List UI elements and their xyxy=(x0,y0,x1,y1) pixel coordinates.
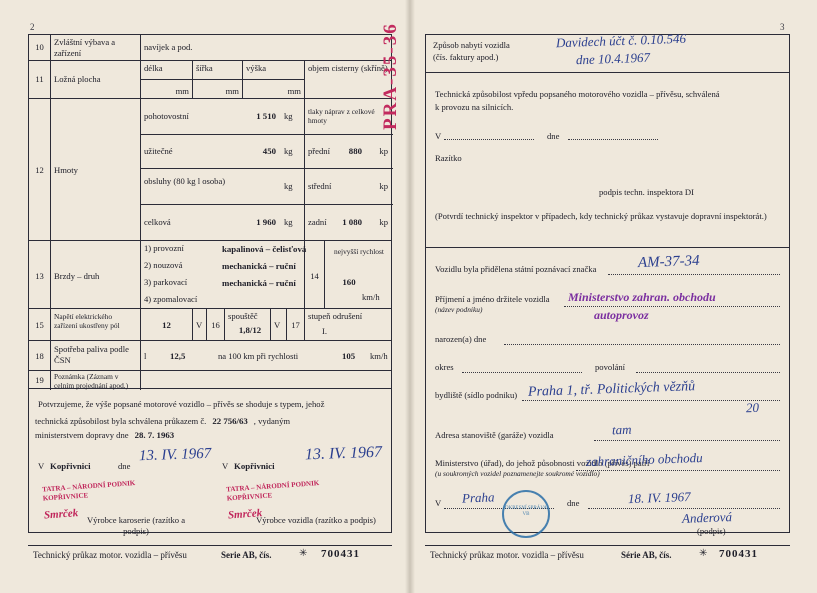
col-header: výška xyxy=(243,61,305,80)
axle-unit: kp xyxy=(379,181,388,191)
right-form-box xyxy=(425,30,790,536)
starter-label: spouštěč xyxy=(225,309,271,341)
axle-label: střední xyxy=(305,169,393,205)
hmoty-item-label: užitečné xyxy=(141,135,305,169)
approval-place-line xyxy=(444,139,534,140)
reg-date-label: dne xyxy=(567,498,580,508)
acquisition-label-2: (čís. faktury apod.) xyxy=(433,52,499,62)
acquisition-hand-2: dne 10.4.1967 xyxy=(575,49,651,68)
registration-block xyxy=(426,248,789,534)
born-label: narozen(a) dne xyxy=(435,334,487,344)
axle-header: tlaky náprav z celkové hmoty xyxy=(305,99,393,135)
holder-value-2: autoprovoz xyxy=(594,308,649,322)
page-number-right: 3 xyxy=(780,22,785,32)
stamp-text-left: TATRA – NÁRODNÍ PODNIK KOPŘIVNICE xyxy=(41,479,136,503)
ministry-label: Ministerstvo (úřad), do jehož působnosti vozidlo (přívěs) patří xyxy=(435,458,650,468)
occupation-label: povolání xyxy=(595,362,626,372)
axle-value: 1 080 xyxy=(342,217,362,227)
plate-value: AM-37-34 xyxy=(637,252,700,272)
voltage-unit: V xyxy=(193,309,207,341)
row-label: Brzdy – druh xyxy=(51,241,141,309)
holder-line xyxy=(564,306,780,307)
footer-serie-number-right: 700431 xyxy=(719,548,758,560)
holder-sublabel: (název podniku) xyxy=(435,305,483,314)
hmoty-item-value: 450 xyxy=(262,146,276,156)
col-header: objem cisterny (skříně) xyxy=(308,63,388,73)
brake-value: mechanická – ruční xyxy=(222,261,296,271)
axle-value: 880 xyxy=(348,146,362,156)
asterisk-icon-left: ✳ xyxy=(299,548,308,559)
address-label: bydliště (sídlo podniku) xyxy=(435,390,518,400)
born-line xyxy=(504,344,780,345)
row-number: 10 xyxy=(29,35,51,61)
holder-value-1: Ministerstvo zahran. obchodu xyxy=(568,290,716,304)
suppression-label: stupeň odrušení xyxy=(308,311,363,321)
hmoty-item-unit: kg xyxy=(284,217,293,227)
reg-date-line xyxy=(588,508,780,509)
garage-value: tam xyxy=(611,421,632,438)
speed-unit: km/h xyxy=(362,292,380,302)
starter-value: 1,8/12 xyxy=(238,325,262,335)
stamp-text-right: TATRA – NÁRODNÍ PODNIK KOPŘIVNICE xyxy=(225,479,320,503)
declaration-line-3a: ministerstvem dopravy dne xyxy=(35,430,129,440)
footer-title-right: Technický průkaz motor. vozidla – přívěsu xyxy=(430,550,584,560)
approval-line-1: Technická způsobilost vpředu popsaného motorového vozidla – přívěsu, schválená xyxy=(435,89,720,99)
row-number: 11 xyxy=(29,61,51,99)
approval-date-line xyxy=(568,139,658,140)
hmoty-item-unit: kg xyxy=(284,181,293,191)
axle-label: přední xyxy=(305,135,393,169)
plate-line xyxy=(608,274,780,275)
occupation-line xyxy=(636,372,780,373)
date-label-left: dne xyxy=(118,461,131,471)
footer-serie-number-left: 700431 xyxy=(321,548,360,560)
approval-number: 22 756/63 xyxy=(212,416,248,426)
brake-value: kapalinová – čelisťová xyxy=(222,244,307,254)
table-row-consumption xyxy=(29,341,391,371)
place-label-right: V xyxy=(222,461,229,471)
declaration-line-2a: technická způsobilost byla schválena průkazem č. xyxy=(35,416,207,426)
garage-label: Adresa stanoviště (garáže) vozidla xyxy=(435,430,554,440)
footer-serie-label-right: Série AB, čís. xyxy=(621,550,672,560)
speed-value: 160 xyxy=(342,277,356,287)
district-line xyxy=(462,372,582,373)
unit: mm xyxy=(141,80,193,99)
asterisk-icon-right: ✳ xyxy=(699,548,708,559)
row-label: Zvláštní výbava a zařízení xyxy=(51,35,141,61)
row-number: 19 xyxy=(29,371,51,390)
table-row-hmoty xyxy=(29,99,391,241)
row-label: Napětí elektrického zařízení ukostřeny pól xyxy=(51,309,141,341)
unit: mm xyxy=(193,80,243,99)
signature-label-left: Výrobce karoserie (razítko a podpis) xyxy=(86,515,186,536)
plate-stamp-text: PRA-35-36 xyxy=(380,22,401,130)
brake-no: 2) nouzová xyxy=(144,260,183,270)
date-value-left: 13. IV. 1967 xyxy=(138,445,212,465)
declaration-line-3 xyxy=(35,425,387,443)
reg-signature-label: (podpis) xyxy=(697,526,726,536)
consumption-value: 12,5 xyxy=(170,351,186,361)
brake-no: 4) zpomalovací xyxy=(144,294,198,304)
signature-label-right: Výrobce vozidla (razítko a podpis) xyxy=(256,515,376,525)
hmoty-item-unit: kg xyxy=(284,111,293,121)
row-number: 12 xyxy=(29,99,51,241)
reg-place-label: V xyxy=(435,498,442,508)
ministry-sublabel: (u soukromých vozidel poznamenejte soukromé vozidlo) xyxy=(435,469,600,478)
consumption-speed: 105 xyxy=(342,351,356,361)
table-row-note xyxy=(29,371,391,390)
reg-signature-value: Anderová xyxy=(681,509,733,526)
left-data-table xyxy=(28,34,392,389)
approval-note: (Potvrdí technický inspektor v případech, kdy technický průkaz vystavuje dopravní inspektorát.) xyxy=(435,211,767,221)
row-label: Ložná plocha xyxy=(51,61,141,99)
table-row xyxy=(29,61,391,99)
box-number-16: 16 xyxy=(207,309,225,341)
row-label: Hmoty xyxy=(51,99,141,241)
declaration-line-1: Potvrzujeme, že výše popsané motorové vozidlo – přívěs se shoduje s typem, jehož xyxy=(38,399,325,409)
axle-label: zadní xyxy=(308,217,327,227)
declaration-line-2c: , vydaným xyxy=(253,416,291,426)
starter-unit: V xyxy=(271,309,287,341)
place-value-right: Kopřivnici xyxy=(234,461,275,471)
hmoty-item-label: obsluhy (80 kg l osoba) xyxy=(141,169,305,205)
approval-date-label: dne xyxy=(547,131,560,141)
hmoty-item-label: pohotovostní xyxy=(141,99,305,135)
reg-place-value: Praha xyxy=(461,489,495,506)
approval-stamp-label: Razítko xyxy=(435,153,462,163)
hmoty-item-value: 1 960 xyxy=(256,217,276,227)
approval-place-label: V xyxy=(435,131,442,141)
stamp-signature-left: Smrček xyxy=(43,507,79,522)
hmoty-item-label: celková xyxy=(141,205,305,241)
col-header: délka xyxy=(141,61,193,80)
row-label: Spotřeba paliva podle ČSN xyxy=(51,341,141,371)
consumption-prefix: l xyxy=(144,351,147,361)
unit: mm xyxy=(243,80,305,99)
ministry-value: zahraničního obchodu xyxy=(585,449,703,470)
speed-label: nejvyšší rychlost xyxy=(334,247,384,256)
footer-serie-label-left: Serie AB, čís. xyxy=(221,550,272,560)
axle-unit: kp xyxy=(379,146,388,156)
footer-divider-left xyxy=(28,545,392,546)
footer-title-left: Technický průkaz motor. vozidla – přívěsu xyxy=(33,550,187,560)
footer-divider-right xyxy=(425,545,790,546)
place-value-left: Kopřivnici xyxy=(50,461,91,471)
brake-row xyxy=(141,292,305,309)
approval-block xyxy=(426,73,789,248)
table-row-electric xyxy=(29,309,391,341)
box-number-17: 17 xyxy=(287,309,305,341)
table-row-brzdy xyxy=(29,241,391,309)
row-number: 18 xyxy=(29,341,51,371)
suppression-value: I. xyxy=(322,326,328,336)
acquisition-hand-1: Davidech účt č. 0.10.546 xyxy=(555,30,687,51)
place-label-left: V xyxy=(38,461,45,471)
stamp-signature-right: Smrček xyxy=(227,507,263,522)
hmoty-item-value: 1 510 xyxy=(256,111,276,121)
axle-unit: kp xyxy=(379,217,388,227)
speed-box-number: 14 xyxy=(305,241,325,309)
col-header: šířka xyxy=(193,61,243,80)
brake-no: 3) parkovací xyxy=(144,277,188,287)
row-number: 15 xyxy=(29,309,51,341)
district-label: okres xyxy=(435,362,454,372)
address-value-1: Praha 1, tř. Politických vězňů xyxy=(527,379,696,400)
brake-no: 1) provozní xyxy=(144,243,184,253)
reg-date-value: 18. IV. 1967 xyxy=(627,488,691,507)
row-value: navíjek a pod. xyxy=(144,42,193,52)
approval-date: 28. 7. 1963 xyxy=(134,430,175,440)
address-value-2: 20 xyxy=(745,399,760,416)
table-row xyxy=(29,35,391,61)
consumption-unit: km/h xyxy=(370,351,388,361)
note-value xyxy=(141,371,393,390)
voltage-value: 12 xyxy=(141,309,193,341)
address-line xyxy=(522,400,780,401)
ministry-line xyxy=(576,470,780,471)
holder-label: Příjmení a jméno držitele vozidla xyxy=(435,294,550,304)
police-stamp-text: OKRESNÍ SPRÁVA VB xyxy=(504,506,547,517)
acquisition-row xyxy=(426,30,789,73)
consumption-mid: na 100 km při rychlosti xyxy=(218,351,299,361)
date-value-right: 13. IV. 1967 xyxy=(304,443,383,464)
page-number-left: 2 xyxy=(30,22,35,32)
right-page xyxy=(410,0,817,593)
garage-line xyxy=(594,440,780,441)
plate-label: Vozidlu byla přidělena státní poznávací značka xyxy=(435,264,597,274)
police-round-stamp xyxy=(502,490,550,538)
declaration-box xyxy=(28,389,392,536)
approval-sign-label: podpis techn. inspektora DI xyxy=(599,187,694,197)
hmoty-item-unit: kg xyxy=(284,146,293,156)
approval-line-2: k provozu na silnicích. xyxy=(435,102,514,112)
row-number: 13 xyxy=(29,241,51,309)
acquisition-label-1: Způsob nabytí vozidla xyxy=(433,40,510,50)
row-label: Poznámka (Záznam v celním projednání apod.) xyxy=(51,370,141,390)
brake-value: mechanická – ruční xyxy=(222,278,296,288)
